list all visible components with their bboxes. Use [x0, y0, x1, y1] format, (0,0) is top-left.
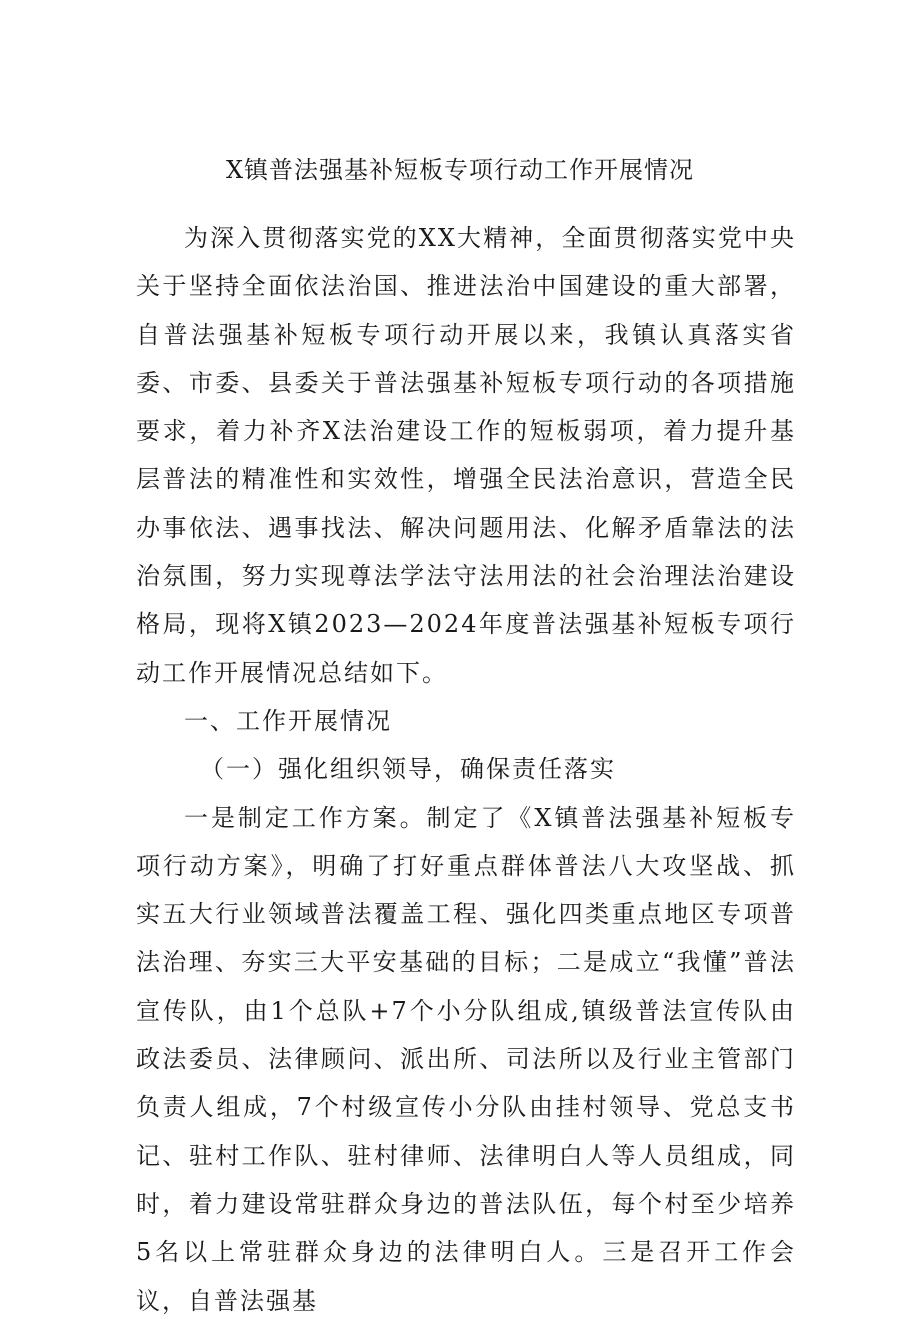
subsection-heading: （一）强化组织领导，确保责任落实	[200, 755, 616, 784]
section-heading: 一、工作开展情况	[184, 706, 392, 735]
subsection-paragraph: 一是制定工作方案。制定了《X镇普法强基补短板专项行动方案》，明确了打好重点群体普法八大攻坚战、抓实五大行业领域普法覆盖工程、强化四类重点地区专项普法治理、夯实三大平安基础的目标；二是成立“我懂”普法宣传队，由1个总队+7个小分队组成,镇级普法宣传队由政法委员、法律顾问、派出所、司法所以及行业主管部门负责人组成，7个村级宣传小分队由挂村领导、党总支书记、驻村工作队、驻村律师、法律明白人等人员组成，同时，着力建设常驻群众身边的普法队伍，每个村至少培养5名以上常驻群众身边的法律明白人。三是召开工作会议，自普法强基	[136, 803, 796, 1315]
intro-paragraph: 为深入贯彻落实党的XX大精神，全面贯彻落实党中央关于坚持全面依法治国、推进法治中国建设的重大部署，自普法强基补短板专项行动开展以来，我镇认真落实省委、市委、县委关于普法强基补短板专项行动的各项措施要求，着力补齐X法治建设工作的短板弱项，着力提升基层普法的精准性和实效性，增强全民法治意识，营造全民办事依法、遇事找法、解决问题用法、化解矛盾靠法的法治氛围，努力实现尊法学法守法用法的社会治理法治建设格局，现将X镇2023—2024年度普法强基补短板专项行动工作开展情况总结如下。	[136, 224, 796, 687]
document-body	[136, 214, 796, 1325]
document-title: X镇普法强基补短板专项行动工作开展情况	[225, 156, 695, 184]
